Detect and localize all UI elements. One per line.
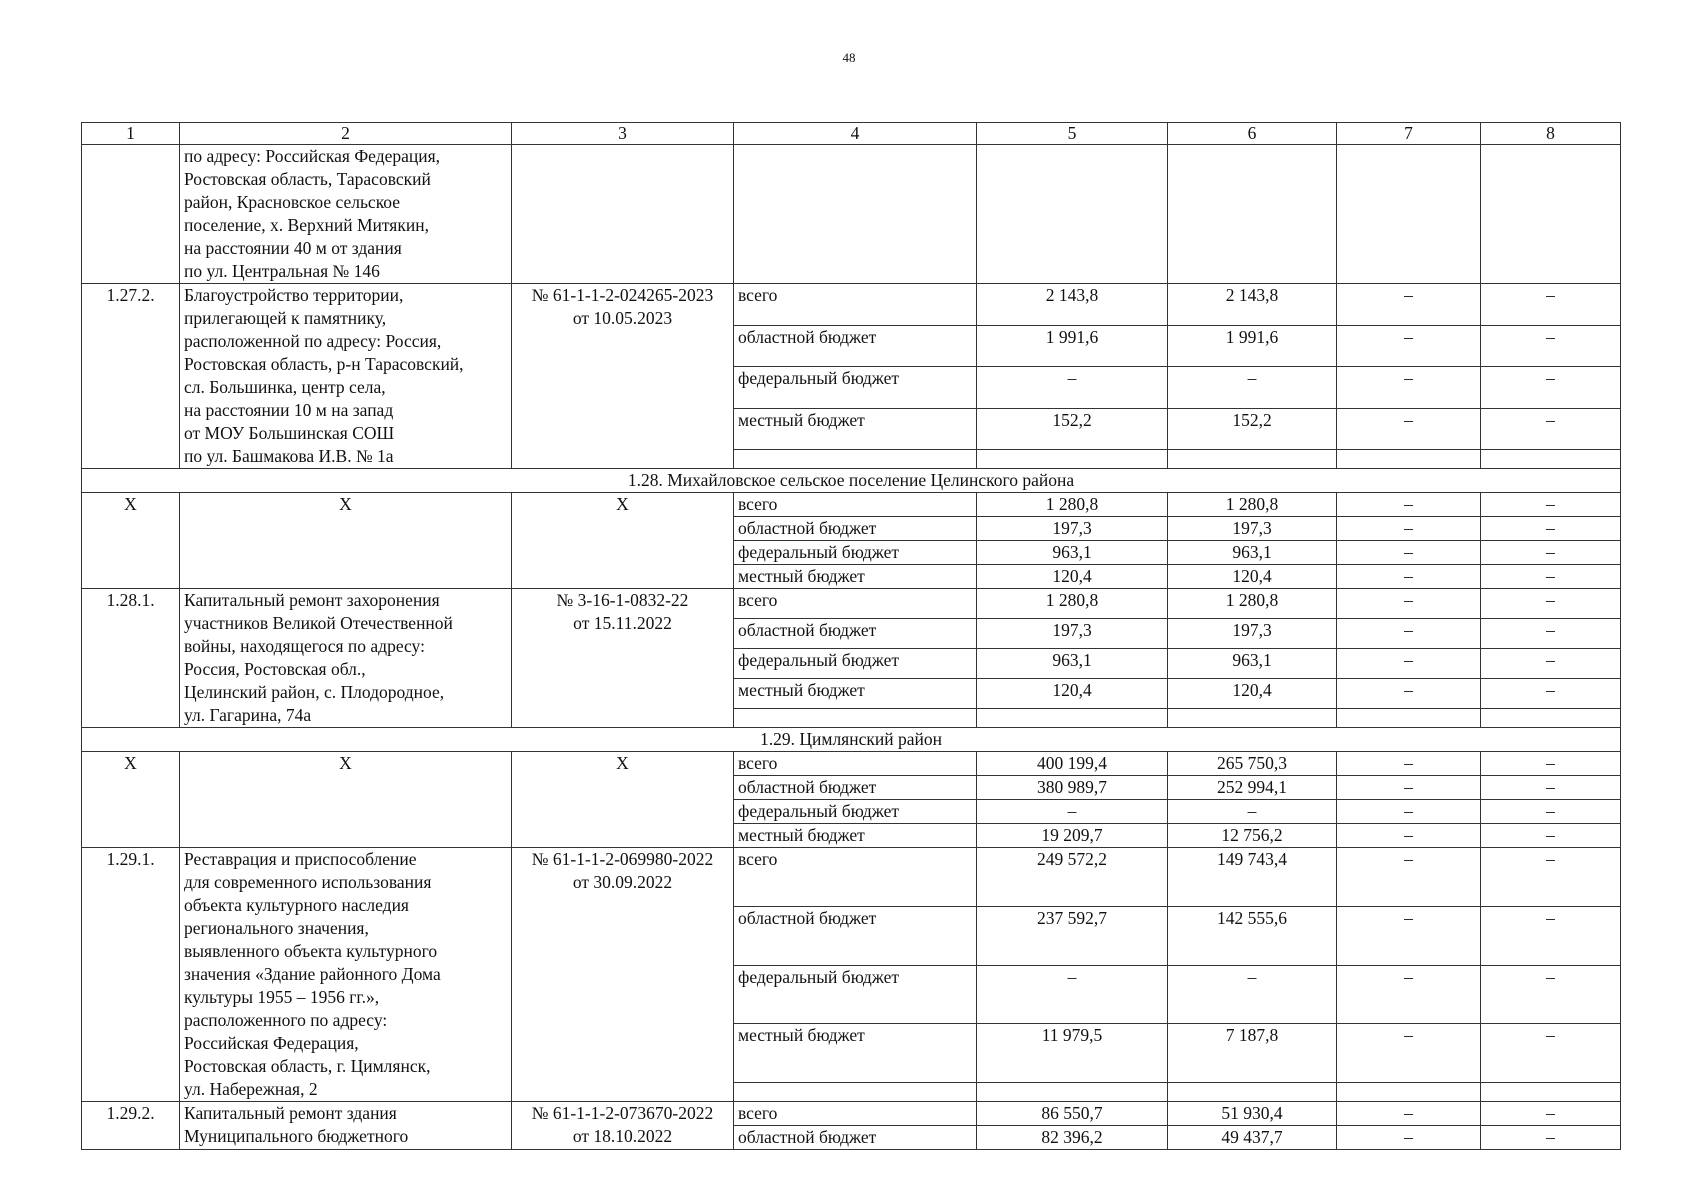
value-col7: – <box>1337 906 1481 965</box>
value-col8: – <box>1481 408 1621 450</box>
funding-source: областной бюджет <box>734 1126 977 1150</box>
funding-source: всего <box>734 848 977 907</box>
empty-cell <box>734 1083 977 1102</box>
value-col6: 49 437,7 <box>1168 1126 1337 1150</box>
table-row <box>82 1102 1621 1126</box>
value-col7: – <box>1337 589 1481 619</box>
value-col5: 1 991,6 <box>977 325 1168 367</box>
empty-cell <box>1337 450 1481 469</box>
item-number-cell: 1.29.2. <box>82 1102 180 1150</box>
value-col8: – <box>1481 541 1621 565</box>
funding-source: всего <box>734 1102 977 1126</box>
value-col5: 400 199,4 <box>977 752 1168 776</box>
value-col8: – <box>1481 1126 1621 1150</box>
value-col7: – <box>1337 848 1481 907</box>
item-description: Реставрация и приспособление для современного использования объекта культурного наследия регионального значения, выявленного объекта культурного значения «Здание районного Дома культуры 1955 – 1956 гг.», расположенного по адресу: Российская Федерация, Ростовская область, г. Цимлянск, ул. Набережная, 2 <box>180 848 512 1102</box>
empty-cell <box>734 450 977 469</box>
empty-cell <box>1337 1083 1481 1102</box>
value-col6: 142 555,6 <box>1168 906 1337 965</box>
document-cell: № 61-1-1-2-073670-2022 от 18.10.2022 <box>512 1102 734 1150</box>
table-row <box>82 493 1621 517</box>
financing-table <box>81 122 1621 1150</box>
value-col7: – <box>1337 517 1481 541</box>
value-col6: 1 280,8 <box>1168 493 1337 517</box>
value-col7: – <box>1337 541 1481 565</box>
empty-cell <box>1481 1083 1621 1102</box>
column-header: 8 <box>1481 123 1621 145</box>
value-col5: 380 989,7 <box>977 776 1168 800</box>
item-number-cell: 1.28.1. <box>82 589 180 728</box>
value-col6: 197,3 <box>1168 517 1337 541</box>
value-col7: – <box>1337 776 1481 800</box>
value-col8: – <box>1481 1024 1621 1083</box>
value-col8: – <box>1481 824 1621 848</box>
value-col6: 265 750,3 <box>1168 752 1337 776</box>
empty-cell <box>734 709 977 728</box>
value-col6: 12 756,2 <box>1168 824 1337 848</box>
value-col5: 120,4 <box>977 679 1168 709</box>
funding-source: федеральный бюджет <box>734 649 977 679</box>
continued-row <box>82 145 1621 284</box>
value-col8: – <box>1481 679 1621 709</box>
document-cell: № 3-16-1-0832-22 от 15.11.2022 <box>512 589 734 728</box>
value-col5: 120,4 <box>977 565 1168 589</box>
funding-source: областной бюджет <box>734 325 977 367</box>
document-cell: Х <box>512 752 734 848</box>
funding-source: федеральный бюджет <box>734 800 977 824</box>
funding-source: федеральный бюджет <box>734 367 977 409</box>
funding-source: областной бюджет <box>734 776 977 800</box>
item-number-cell <box>82 145 180 284</box>
empty-cell <box>1337 709 1481 728</box>
value-col8: – <box>1481 965 1621 1024</box>
item-description: по адресу: Российская Федерация, Ростовская область, Тарасовский район, Красновское сельское поселение, х. Верхний Митякин, на расстоянии 40 м от здания по ул. Центральная № 146 <box>180 145 512 284</box>
value-col6: – <box>1168 367 1337 409</box>
value-col6: – <box>1168 965 1337 1024</box>
value-col8: – <box>1481 493 1621 517</box>
value-col7: – <box>1337 1024 1481 1083</box>
table-row <box>82 589 1621 619</box>
value-col6: 197,3 <box>1168 619 1337 649</box>
column-header: 2 <box>180 123 512 145</box>
document-cell: № 61-1-1-2-069980-2022 от 30.09.2022 <box>512 848 734 1102</box>
funding-source: местный бюджет <box>734 565 977 589</box>
empty-cell <box>1481 450 1621 469</box>
column-header: 3 <box>512 123 734 145</box>
value-col8: – <box>1481 752 1621 776</box>
value-col6: 152,2 <box>1168 408 1337 450</box>
column-header: 1 <box>82 123 180 145</box>
funding-source: местный бюджет <box>734 408 977 450</box>
value-col6: 1 280,8 <box>1168 589 1337 619</box>
value-col8: – <box>1481 800 1621 824</box>
value-cell <box>1168 145 1337 284</box>
value-col6: 120,4 <box>1168 565 1337 589</box>
empty-cell <box>977 450 1168 469</box>
page-number: 48 <box>842 50 856 65</box>
value-col7: – <box>1337 284 1481 326</box>
empty-cell <box>1168 1083 1337 1102</box>
value-col8: – <box>1481 284 1621 326</box>
section-header-row <box>82 728 1621 752</box>
item-number-cell: 1.29.1. <box>82 848 180 1102</box>
value-col5: 1 280,8 <box>977 493 1168 517</box>
value-col8: – <box>1481 325 1621 367</box>
empty-cell <box>977 1083 1168 1102</box>
table-row <box>82 752 1621 776</box>
column-header: 7 <box>1337 123 1481 145</box>
column-header: 6 <box>1168 123 1337 145</box>
value-col5: 2 143,8 <box>977 284 1168 326</box>
value-cell <box>977 145 1168 284</box>
value-col5: 963,1 <box>977 649 1168 679</box>
empty-cell <box>1168 450 1337 469</box>
value-col7: – <box>1337 1126 1481 1150</box>
funding-source: областной бюджет <box>734 517 977 541</box>
funding-source: всего <box>734 589 977 619</box>
item-description: Капитальный ремонт здания Муниципального бюджетного <box>180 1102 512 1150</box>
funding-source: областной бюджет <box>734 906 977 965</box>
item-number-cell: 1.27.2. <box>82 284 180 469</box>
value-col5: – <box>977 965 1168 1024</box>
funding-source: федеральный бюджет <box>734 541 977 565</box>
item-description: Капитальный ремонт захоронения участников Великой Отечественной войны, находящегося по адресу: Россия, Ростовская обл., Целинский район, с. Плодородное, ул. Гагарина, 74а <box>180 589 512 728</box>
section-title: 1.28. Михайловское сельское поселение Целинского района <box>82 469 1621 493</box>
column-header: 4 <box>734 123 977 145</box>
value-col7: – <box>1337 965 1481 1024</box>
item-description: Х <box>180 752 512 848</box>
empty-cell <box>1168 709 1337 728</box>
funding-source: местный бюджет <box>734 824 977 848</box>
value-col7: – <box>1337 824 1481 848</box>
value-cell <box>1481 145 1621 284</box>
empty-cell <box>977 709 1168 728</box>
value-col7: – <box>1337 493 1481 517</box>
document-cell <box>512 145 734 284</box>
column-header: 5 <box>977 123 1168 145</box>
funding-source: всего <box>734 493 977 517</box>
empty-cell <box>1481 709 1621 728</box>
value-col5: 197,3 <box>977 619 1168 649</box>
value-col7: – <box>1337 367 1481 409</box>
value-col8: – <box>1481 1102 1621 1126</box>
value-col7: – <box>1337 408 1481 450</box>
table-body <box>82 123 1621 1150</box>
value-col6: 149 743,4 <box>1168 848 1337 907</box>
value-col7: – <box>1337 649 1481 679</box>
value-col6: – <box>1168 800 1337 824</box>
funding-source: местный бюджет <box>734 679 977 709</box>
value-col7: – <box>1337 565 1481 589</box>
value-col5: 1 280,8 <box>977 589 1168 619</box>
item-description: Х <box>180 493 512 589</box>
value-col5: 19 209,7 <box>977 824 1168 848</box>
value-cell <box>1337 145 1481 284</box>
value-col7: – <box>1337 1102 1481 1126</box>
value-col8: – <box>1481 649 1621 679</box>
value-col8: – <box>1481 517 1621 541</box>
value-col5: 86 550,7 <box>977 1102 1168 1126</box>
value-col7: – <box>1337 679 1481 709</box>
value-col5: 82 396,2 <box>977 1126 1168 1150</box>
table-row <box>82 848 1621 907</box>
funding-source: всего <box>734 752 977 776</box>
item-number-cell: Х <box>82 752 180 848</box>
value-col6: 51 930,4 <box>1168 1102 1337 1126</box>
table-row <box>82 284 1621 326</box>
section-header-row <box>82 469 1621 493</box>
value-col5: 963,1 <box>977 541 1168 565</box>
value-col7: – <box>1337 325 1481 367</box>
value-col7: – <box>1337 800 1481 824</box>
section-title: 1.29. Цимлянский район <box>82 728 1621 752</box>
value-col5: 249 572,2 <box>977 848 1168 907</box>
item-description: Благоустройство территории, прилегающей к памятнику, расположенной по адресу: Россия, Ростовская область, р-н Тарасовский, сл. Большинка, центр села, на расстоянии 10 м на запад от МОУ Большинская СОШ по ул. Башмакова И.В. № 1а <box>180 284 512 469</box>
source-cell <box>734 145 977 284</box>
funding-source: всего <box>734 284 977 326</box>
value-col5: 197,3 <box>977 517 1168 541</box>
value-col6: 2 143,8 <box>1168 284 1337 326</box>
value-col7: – <box>1337 619 1481 649</box>
funding-source: областной бюджет <box>734 619 977 649</box>
document-cell: Х <box>512 493 734 589</box>
value-col6: 963,1 <box>1168 649 1337 679</box>
value-col6: 1 991,6 <box>1168 325 1337 367</box>
value-col8: – <box>1481 776 1621 800</box>
value-col8: – <box>1481 619 1621 649</box>
value-col7: – <box>1337 752 1481 776</box>
document-cell: № 61-1-1-2-024265-2023 от 10.05.2023 <box>512 284 734 469</box>
value-col5: – <box>977 367 1168 409</box>
item-number-cell: Х <box>82 493 180 589</box>
funding-source: местный бюджет <box>734 1024 977 1083</box>
value-col5: 152,2 <box>977 408 1168 450</box>
column-number-row <box>82 123 1621 145</box>
value-col5: 11 979,5 <box>977 1024 1168 1083</box>
funding-source: федеральный бюджет <box>734 965 977 1024</box>
value-col8: – <box>1481 367 1621 409</box>
value-col6: 252 994,1 <box>1168 776 1337 800</box>
value-col8: – <box>1481 589 1621 619</box>
value-col8: – <box>1481 848 1621 907</box>
value-col6: 7 187,8 <box>1168 1024 1337 1083</box>
value-col6: 963,1 <box>1168 541 1337 565</box>
value-col8: – <box>1481 565 1621 589</box>
value-col5: – <box>977 800 1168 824</box>
value-col8: – <box>1481 906 1621 965</box>
value-col6: 120,4 <box>1168 679 1337 709</box>
value-col5: 237 592,7 <box>977 906 1168 965</box>
